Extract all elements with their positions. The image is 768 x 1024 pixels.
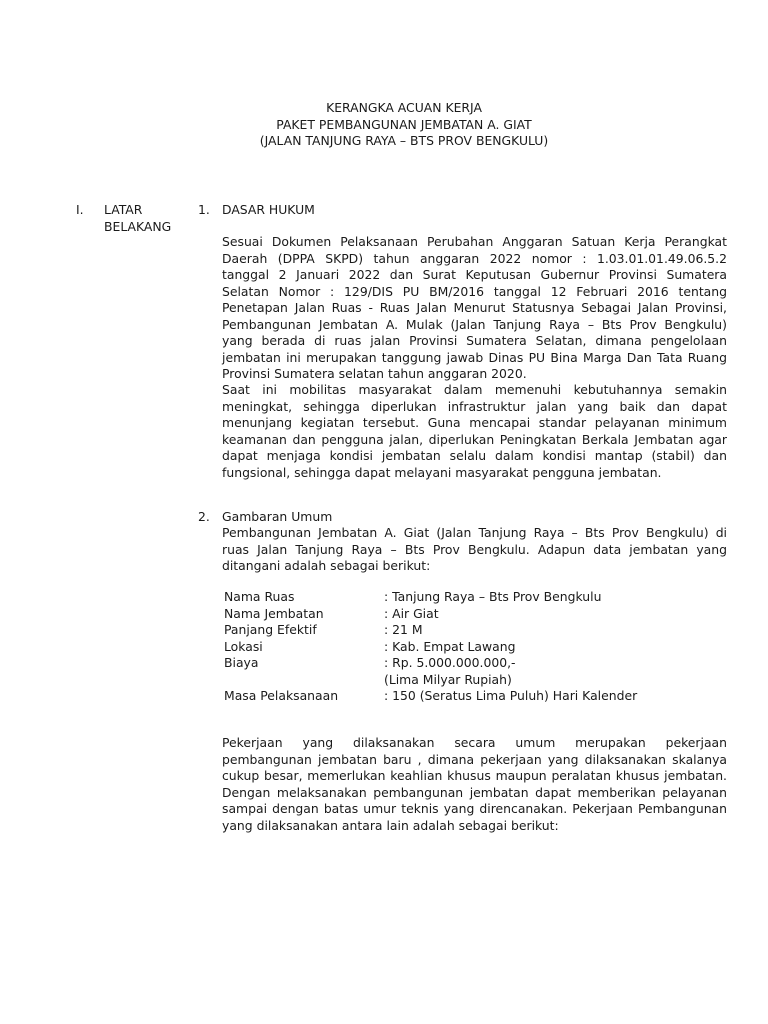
paragraph-line: Pekerjaan yang dilaksanakan secara umum merupakan pekerjaan xyxy=(222,735,727,750)
detail-value: : Kab. Empat Lawang xyxy=(384,638,516,654)
paragraph-line: keamanan dan pengguna jalan, diperlukan Peningkatan Berkala Jembatan agar xyxy=(222,431,727,447)
paragraph-line: jembatan ini merupakan tanggung jawab Dinas PU Bina Marga Dan Tata Ruang xyxy=(222,349,727,365)
paragraph-line: Provinsi Sumatera selatan tahun anggaran 2020. xyxy=(222,366,527,381)
section-title xyxy=(104,202,171,235)
paragraph-line: ditangani adalah sebagai berikut: xyxy=(222,558,431,573)
section-number: I. xyxy=(76,202,84,217)
paragraph-line: Pembangunan Jembatan A. Mulak (Jalan Tanjung Raya – Bts Prov Bengkulu) xyxy=(222,316,727,332)
detail-value: : 21 M xyxy=(384,622,423,637)
paragraph-line: Saat ini mobilitas masyarakat dalam memenuhi kebutuhannya semakin xyxy=(222,382,727,397)
paragraph-line: cukup besar, memerlukan keahlian khusus maupun peralatan khusus jembatan. xyxy=(222,768,727,783)
detail-key: Masa Pelaksanaan xyxy=(224,688,339,703)
gambaran-umum-closing xyxy=(222,735,727,834)
detail-value: : 150 (Seratus Lima Puluh) Hari Kalender xyxy=(384,688,638,703)
title-line-2: PAKET PEMBANGUNAN JEMBATAN A. GIAT xyxy=(276,116,532,132)
detail-value: (Lima Milyar Rupiah) xyxy=(384,671,512,687)
dasar-hukum-paragraph-2 xyxy=(222,382,727,481)
detail-value: : Rp. 5.000.000.000,- xyxy=(384,655,516,670)
section-title-line-1: LATAR xyxy=(104,202,143,217)
detail-value: : Air Giat xyxy=(384,605,439,621)
paragraph-line: Penetapan Jalan Ruas - Ruas Jalan Menurut Statusnya Sebagai Jalan Provinsi, xyxy=(222,300,727,315)
detail-key: Panjang Efektif xyxy=(224,622,317,637)
paragraph-line: pembangunan jembatan baru , dimana pekerjaan yang dilaksanakan skalanya xyxy=(222,751,727,767)
gambaran-umum-intro xyxy=(222,525,727,575)
paragraph-line: menunjang kegiatan tersebut. Guna mencapai standar pelayanan minimum xyxy=(222,415,727,430)
subsection-1-title: DASAR HUKUM xyxy=(222,202,315,217)
paragraph-line: meningkat, sehingga diperlukan infrastruktur jalan yang baik dan dapat xyxy=(222,398,727,414)
title-line-1: KERANGKA ACUAN KERJA xyxy=(326,100,482,115)
paragraph-line: dapat menjaga kondisi jembatan selalu dalam kondisi mantap (stabil) dan xyxy=(222,448,727,463)
paragraph-line: fungsional, sehingga dapat melayani masyarakat pengguna jembatan. xyxy=(222,464,662,480)
paragraph-line: tanggal 2 Januari 2022 dan Surat Keputusan Gubernur Provinsi Sumatera xyxy=(222,267,727,282)
paragraph-line: Sesuai Dokumen Pelaksanaan Perubahan Anggaran Satuan Kerja Perangkat xyxy=(222,234,727,249)
title-line-3: (JALAN TANJUNG RAYA – BTS PROV BENGKULU) xyxy=(259,133,549,148)
paragraph-line: Daerah (DPPA SKPD) tahun anggaran 2022 nomor : 1.03.01.01.49.06.5.2 xyxy=(222,250,727,266)
paragraph-line: Dengan melaksanakan pembangunan jembatan dapat memberikan pelayanan xyxy=(222,784,727,800)
detail-key: Nama Jembatan xyxy=(224,605,324,621)
paragraph-line: yang berada di ruas jalan Provinsi Sumatera Selatan, dimana pengelolaan xyxy=(222,333,727,348)
detail-value: : Tanjung Raya – Bts Prov Bengkulu xyxy=(384,589,602,604)
document-title xyxy=(0,100,768,150)
detail-key: Lokasi xyxy=(224,638,263,654)
paragraph-line: ruas Jalan Tanjung Raya – Bts Prov Bengkulu. Adapun data jembatan yang xyxy=(222,541,727,557)
detail-key: Nama Ruas xyxy=(224,589,295,604)
section-title-line-2: BELAKANG xyxy=(104,218,172,234)
subsection-1-number: 1. xyxy=(198,202,210,217)
paragraph-line: Selatan Nomor : 129/DIS PU BM/2016 tanggal 12 Februari 2016 tentang xyxy=(222,283,727,299)
subsection-2-title: Gambaran Umum xyxy=(222,509,333,524)
detail-key: Biaya xyxy=(224,655,259,670)
subsection-2-number: 2. xyxy=(198,509,210,524)
dasar-hukum-paragraph-1 xyxy=(222,234,727,383)
paragraph-line: sampai dengan batas umur teknis yang direncanakan. Pekerjaan Pembangunan xyxy=(222,801,727,816)
paragraph-line: yang dilaksanakan antara lain adalah sebagai berikut: xyxy=(222,817,559,833)
paragraph-line: Pembangunan Jembatan A. Giat (Jalan Tanjung Raya – Bts Prov Bengkulu) di xyxy=(222,525,727,540)
